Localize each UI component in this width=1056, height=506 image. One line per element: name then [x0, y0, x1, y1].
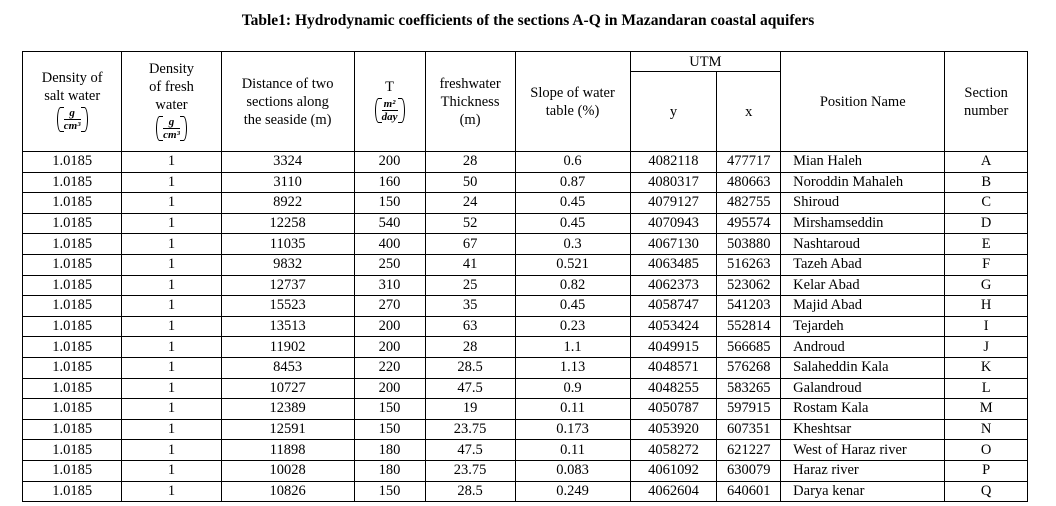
- cell-t: 200: [354, 378, 425, 399]
- cell-t: 270: [354, 296, 425, 317]
- table-row: [23, 399, 1028, 420]
- cell-salt: 1.0185: [23, 172, 122, 193]
- table-row: [23, 213, 1028, 234]
- cell-distance: 8922: [221, 193, 354, 214]
- cell-y: 4053424: [630, 316, 717, 337]
- cell-slope: 0.82: [515, 275, 630, 296]
- cell-name: Shiroud: [781, 193, 945, 214]
- cell-slope: 0.249: [515, 481, 630, 502]
- cell-name: Kheshtsar: [781, 419, 945, 440]
- cell-salt: 1.0185: [23, 296, 122, 317]
- cell-section: I: [945, 316, 1028, 337]
- table-row: [23, 275, 1028, 296]
- cell-salt: 1.0185: [23, 152, 122, 173]
- cell-name: Galandroud: [781, 378, 945, 399]
- cell-slope: 0.3: [515, 234, 630, 255]
- cell-distance: 10826: [221, 481, 354, 502]
- cell-x: 630079: [717, 460, 781, 481]
- header-density-salt: [23, 52, 122, 152]
- cell-distance: 10727: [221, 378, 354, 399]
- cell-x: 621227: [717, 440, 781, 461]
- cell-salt: 1.0185: [23, 357, 122, 378]
- cell-salt: 1.0185: [23, 275, 122, 296]
- cell-thickness: 23.75: [425, 419, 515, 440]
- caption-text: Hydrodynamic coefficients of the sections A-Q in Mazandaran coastal aquifers: [291, 12, 815, 29]
- table-row: [23, 296, 1028, 317]
- table-row: [23, 234, 1028, 255]
- cell-y: 4080317: [630, 172, 717, 193]
- cell-salt: 1.0185: [23, 378, 122, 399]
- cell-section: M: [945, 399, 1028, 420]
- unit-denominator: cm³: [63, 120, 81, 132]
- cell-t: 150: [354, 419, 425, 440]
- cell-thickness: 25: [425, 275, 515, 296]
- cell-section: L: [945, 378, 1028, 399]
- cell-t: 400: [354, 234, 425, 255]
- cell-fresh: 1: [122, 296, 221, 317]
- cell-slope: 0.11: [515, 399, 630, 420]
- t-unit: [375, 98, 405, 123]
- cell-name: Kelar Abad: [781, 275, 945, 296]
- unit-denominator: day: [381, 111, 398, 123]
- cell-section: O: [945, 440, 1028, 461]
- cell-x: 640601: [717, 481, 781, 502]
- table-row: [23, 378, 1028, 399]
- cell-slope: 0.23: [515, 316, 630, 337]
- cell-fresh: 1: [122, 399, 221, 420]
- cell-y: 4048255: [630, 378, 717, 399]
- cell-salt: 1.0185: [23, 234, 122, 255]
- cell-section: F: [945, 254, 1028, 275]
- table-row: [23, 193, 1028, 214]
- table-row: [23, 337, 1028, 358]
- cell-thickness: 50: [425, 172, 515, 193]
- cell-distance: 12389: [221, 399, 354, 420]
- cell-x: 583265: [717, 378, 781, 399]
- cell-y: 4082118: [630, 152, 717, 173]
- cell-x: 597915: [717, 399, 781, 420]
- table-body: [23, 152, 1028, 502]
- cell-fresh: 1: [122, 440, 221, 461]
- cell-thickness: 52: [425, 213, 515, 234]
- cell-y: 4062373: [630, 275, 717, 296]
- cell-fresh: 1: [122, 419, 221, 440]
- cell-thickness: 19: [425, 399, 515, 420]
- cell-distance: 12258: [221, 213, 354, 234]
- cell-name: Majid Abad: [781, 296, 945, 317]
- cell-distance: 12737: [221, 275, 354, 296]
- cell-distance: 10028: [221, 460, 354, 481]
- cell-name: Mirshamseddin: [781, 213, 945, 234]
- cell-slope: 0.45: [515, 296, 630, 317]
- header-section-number: [945, 52, 1028, 152]
- cell-fresh: 1: [122, 337, 221, 358]
- cell-fresh: 1: [122, 275, 221, 296]
- table-row: [23, 440, 1028, 461]
- cell-x: 607351: [717, 419, 781, 440]
- cell-x: 523062: [717, 275, 781, 296]
- cell-salt: 1.0185: [23, 316, 122, 337]
- cell-salt: 1.0185: [23, 460, 122, 481]
- header-density-salt-label: Density of salt water: [41, 70, 103, 104]
- unit-numerator: m²: [382, 98, 398, 111]
- cell-thickness: 28.5: [425, 481, 515, 502]
- table-caption: [0, 12, 1056, 30]
- table-row: [23, 152, 1028, 173]
- table-row: [23, 481, 1028, 502]
- cell-section: B: [945, 172, 1028, 193]
- density-fresh-unit: [156, 116, 187, 141]
- cell-y: 4058747: [630, 296, 717, 317]
- table-row: [23, 460, 1028, 481]
- cell-fresh: 1: [122, 234, 221, 255]
- cell-y: 4067130: [630, 234, 717, 255]
- cell-t: 250: [354, 254, 425, 275]
- cell-t: 150: [354, 481, 425, 502]
- cell-section: G: [945, 275, 1028, 296]
- table-row: [23, 419, 1028, 440]
- table-row: [23, 254, 1028, 275]
- table-row: [23, 316, 1028, 337]
- cell-fresh: 1: [122, 152, 221, 173]
- cell-section: P: [945, 460, 1028, 481]
- cell-y: 4053920: [630, 419, 717, 440]
- cell-t: 310: [354, 275, 425, 296]
- header-slope-label: Slope of water table (%): [530, 84, 615, 119]
- cell-section: Q: [945, 481, 1028, 502]
- cell-distance: 13513: [221, 316, 354, 337]
- cell-salt: 1.0185: [23, 481, 122, 502]
- cell-thickness: 28: [425, 152, 515, 173]
- cell-thickness: 28.5: [425, 357, 515, 378]
- cell-name: Noroddin Mahaleh: [781, 172, 945, 193]
- cell-slope: 0.9: [515, 378, 630, 399]
- cell-fresh: 1: [122, 481, 221, 502]
- cell-salt: 1.0185: [23, 440, 122, 461]
- cell-salt: 1.0185: [23, 193, 122, 214]
- cell-t: 150: [354, 399, 425, 420]
- cell-fresh: 1: [122, 254, 221, 275]
- cell-x: 482755: [717, 193, 781, 214]
- cell-fresh: 1: [122, 213, 221, 234]
- unit-numerator: g: [163, 116, 180, 129]
- cell-slope: 0.173: [515, 419, 630, 440]
- cell-slope: 0.11: [515, 440, 630, 461]
- cell-thickness: 63: [425, 316, 515, 337]
- cell-name: Darya kenar: [781, 481, 945, 502]
- cell-t: 180: [354, 460, 425, 481]
- cell-name: Tejardeh: [781, 316, 945, 337]
- cell-distance: 3324: [221, 152, 354, 173]
- cell-name: Mian Haleh: [781, 152, 945, 173]
- cell-distance: 11902: [221, 337, 354, 358]
- header-utm: UTM: [630, 52, 781, 72]
- cell-name: Rostam Kala: [781, 399, 945, 420]
- cell-distance: 8453: [221, 357, 354, 378]
- header-density-fresh-label: Density of fresh water: [148, 61, 195, 113]
- header-distance-label: Distance of two sections along the seaside (m): [241, 75, 334, 128]
- header-section-label: Section number: [964, 84, 1009, 119]
- cell-x: 541203: [717, 296, 781, 317]
- cell-t: 150: [354, 193, 425, 214]
- unit-numerator: g: [64, 107, 81, 120]
- caption-label: Table1:: [241, 12, 292, 29]
- header-position-name: Position Name: [781, 52, 945, 152]
- cell-x: 477717: [717, 152, 781, 173]
- cell-t: 540: [354, 213, 425, 234]
- cell-x: 566685: [717, 337, 781, 358]
- cell-thickness: 47.5: [425, 378, 515, 399]
- cell-x: 516263: [717, 254, 781, 275]
- cell-slope: 0.45: [515, 213, 630, 234]
- cell-fresh: 1: [122, 193, 221, 214]
- cell-fresh: 1: [122, 316, 221, 337]
- cell-slope: 0.083: [515, 460, 630, 481]
- cell-section: D: [945, 213, 1028, 234]
- cell-salt: 1.0185: [23, 419, 122, 440]
- cell-slope: 1.13: [515, 357, 630, 378]
- cell-y: 4063485: [630, 254, 717, 275]
- cell-y: 4062604: [630, 481, 717, 502]
- table-row: [23, 172, 1028, 193]
- cell-slope: 0.521: [515, 254, 630, 275]
- cell-section: N: [945, 419, 1028, 440]
- cell-thickness: 35: [425, 296, 515, 317]
- cell-t: 220: [354, 357, 425, 378]
- cell-name: Salaheddin Kala: [781, 357, 945, 378]
- cell-y: 4058272: [630, 440, 717, 461]
- cell-fresh: 1: [122, 460, 221, 481]
- cell-thickness: 67: [425, 234, 515, 255]
- cell-distance: 12591: [221, 419, 354, 440]
- cell-fresh: 1: [122, 378, 221, 399]
- cell-name: Androud: [781, 337, 945, 358]
- table-row: [23, 357, 1028, 378]
- cell-distance: 11898: [221, 440, 354, 461]
- cell-slope: 1.1: [515, 337, 630, 358]
- cell-y: 4070943: [630, 213, 717, 234]
- cell-name: Haraz river: [781, 460, 945, 481]
- cell-distance: 3110: [221, 172, 354, 193]
- density-salt-unit: [57, 107, 88, 132]
- cell-t: 160: [354, 172, 425, 193]
- cell-section: H: [945, 296, 1028, 317]
- cell-salt: 1.0185: [23, 254, 122, 275]
- unit-denominator: cm³: [163, 129, 180, 141]
- cell-thickness: 41: [425, 254, 515, 275]
- cell-slope: 0.6: [515, 152, 630, 173]
- header-slope: [515, 52, 630, 152]
- cell-y: 4048571: [630, 357, 717, 378]
- header-utm-y: y: [630, 72, 717, 152]
- cell-name: Tazeh Abad: [781, 254, 945, 275]
- cell-t: 180: [354, 440, 425, 461]
- header-thickness: [425, 52, 515, 152]
- cell-slope: 0.87: [515, 172, 630, 193]
- cell-t: 200: [354, 152, 425, 173]
- cell-distance: 15523: [221, 296, 354, 317]
- cell-thickness: 28: [425, 337, 515, 358]
- cell-salt: 1.0185: [23, 213, 122, 234]
- cell-name: Nashtaroud: [781, 234, 945, 255]
- cell-section: C: [945, 193, 1028, 214]
- cell-y: 4050787: [630, 399, 717, 420]
- cell-slope: 0.45: [515, 193, 630, 214]
- header-t-label: T: [385, 79, 394, 95]
- cell-t: 200: [354, 316, 425, 337]
- cell-name: West of Haraz river: [781, 440, 945, 461]
- cell-thickness: 23.75: [425, 460, 515, 481]
- cell-salt: 1.0185: [23, 399, 122, 420]
- cell-x: 503880: [717, 234, 781, 255]
- header-transmissivity: [354, 52, 425, 152]
- cell-x: 480663: [717, 172, 781, 193]
- cell-x: 576268: [717, 357, 781, 378]
- cell-fresh: 1: [122, 172, 221, 193]
- cell-x: 552814: [717, 316, 781, 337]
- cell-y: 4049915: [630, 337, 717, 358]
- cell-section: A: [945, 152, 1028, 173]
- header-density-fresh: [122, 52, 221, 152]
- cell-salt: 1.0185: [23, 337, 122, 358]
- header-utm-x: x: [717, 72, 781, 152]
- cell-thickness: 47.5: [425, 440, 515, 461]
- cell-y: 4061092: [630, 460, 717, 481]
- cell-y: 4079127: [630, 193, 717, 214]
- cell-x: 495574: [717, 213, 781, 234]
- hydrodynamic-table: [22, 51, 1028, 502]
- cell-fresh: 1: [122, 357, 221, 378]
- header-thickness-label: freshwater Thickness (m): [439, 75, 501, 128]
- cell-section: J: [945, 337, 1028, 358]
- header-distance: [221, 52, 354, 152]
- cell-thickness: 24: [425, 193, 515, 214]
- cell-section: K: [945, 357, 1028, 378]
- cell-section: E: [945, 234, 1028, 255]
- cell-distance: 9832: [221, 254, 354, 275]
- cell-t: 200: [354, 337, 425, 358]
- cell-distance: 11035: [221, 234, 354, 255]
